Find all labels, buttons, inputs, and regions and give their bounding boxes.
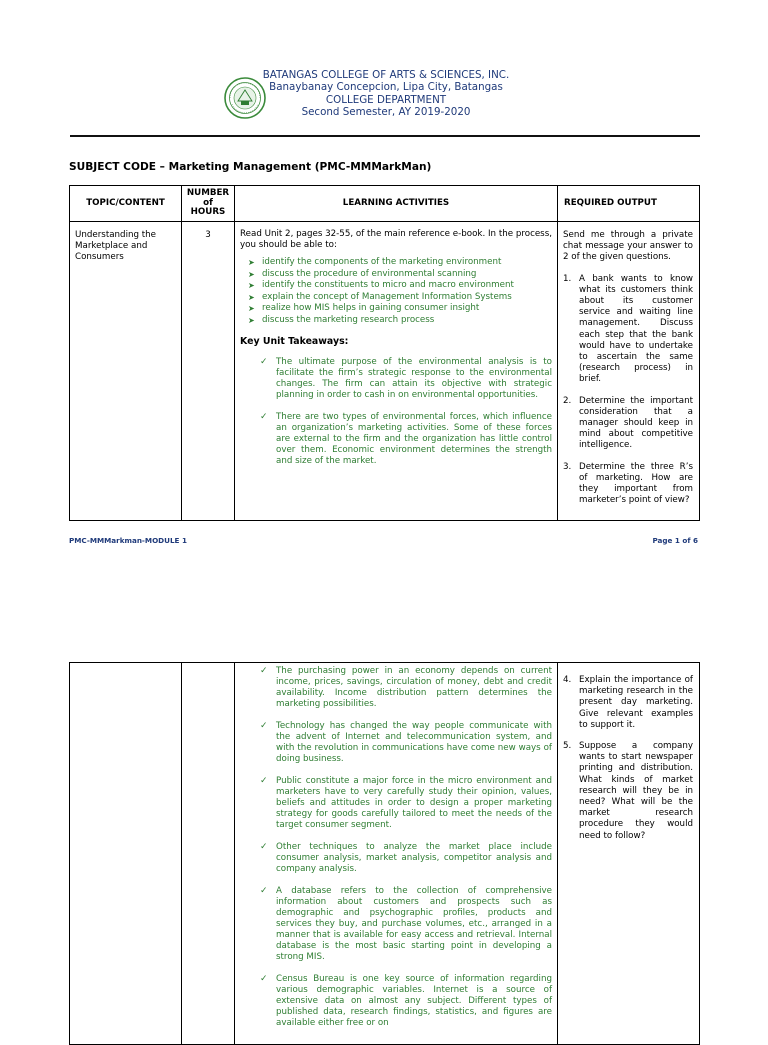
list-item: 4. Explain the importance of marketing research in the present day marketing. Give relevant examples to support it.: [563, 675, 693, 730]
arrow-bullet-icon: ➤: [248, 258, 255, 268]
list-item: ✓ Public constitute a major force in the micro environment and marketers have to very carefully study their opinion, values, beliefs and attitudes in order to design a proper marketing strategy for goods carefully tailored to meet the needs of the target consumer segment.: [260, 776, 552, 830]
list-item: ➤ discuss the procedure of environmental scanning: [248, 268, 477, 279]
hours-cell: [182, 663, 235, 1045]
objectives-list: [240, 257, 552, 326]
checkmark-icon: ✓: [260, 411, 268, 422]
list-item: ✓ Census Bureau is one key source of information regarding various demographic variables. Internet is a source of extensive data on almost any subject. Different types of published data, research findings, statistics, and figures are available either free or on: [260, 974, 552, 1028]
header-divider: [70, 135, 700, 137]
list-item: 5. Suppose a company wants to start newspaper printing and distribution. What kinds of market research will they be in need? What will be the market research procedure they would need to follow?: [563, 741, 693, 841]
checkmark-icon: ✓: [260, 666, 268, 676]
table-row: [70, 663, 700, 1045]
checkmark-icon: ✓: [260, 776, 268, 786]
list-item: ➤ discuss the marketing research process: [248, 314, 435, 325]
arrow-bullet-icon: ➤: [248, 292, 255, 302]
list-item: 1. A bank wants to know what its customers think about its customer service and waiting line management. Discuss each step that the bank would have to undertake to ascertain the same (research process) in brief.: [563, 273, 693, 385]
header-hours-line3: HOURS: [190, 207, 226, 218]
arrow-bullet-icon: ➤: [248, 304, 255, 314]
checkmark-icon: ✓: [260, 842, 268, 852]
arrow-bullet-icon: ➤: [248, 281, 255, 291]
questions-list: [563, 675, 693, 842]
checkmark-icon: ✓: [260, 886, 268, 896]
activities-intro: Read Unit 2, pages 32-55, of the main reference e-book. In the process, you should be able to:: [240, 229, 552, 251]
college-department: COLLEGE DEPARTMENT: [325, 93, 447, 106]
list-item: ✓ A database refers to the collection of comprehensive information about customers and prospects such as demographic and psychographic profiles, products and services they buy, and purchase volumes, etc., arranged in a manner that is available for easy access and retrieval. Internal database is the most basic starting point in developing a strong MIS.: [260, 886, 552, 962]
arrow-bullet-icon: ➤: [248, 269, 255, 279]
takeaways-list: [240, 666, 552, 1029]
checkmark-icon: ✓: [260, 356, 268, 367]
list-item: ➤ identify the components of the marketing environment: [248, 257, 502, 268]
subject-title: SUBJECT CODE – Marketing Management (PMC-MMMarkMan): [69, 161, 432, 173]
college-name: BATANGAS COLLEGE OF ARTS & SCIENCES, INC.: [262, 69, 510, 81]
list-item: ✓ There are two types of environmental forces, which influence an organization’s marketing activities. Some of these forces are external to the firm and the organization has little control over them. Economic environment determines the strength and size of the market.: [260, 411, 552, 466]
header-hours: [182, 186, 235, 222]
list-item: 3. Determine the three R’s of marketing. How are they important from marketer’s point of view?: [563, 461, 693, 506]
module-table: [69, 185, 700, 521]
footer-page-number: Page 1 of 6: [652, 536, 698, 545]
topic-cell: Understanding the Marketplace and Consumers: [70, 222, 182, 521]
list-item: ➤ realize how MIS helps in gaining consumer insight: [248, 303, 480, 314]
checkmark-icon: ✓: [260, 974, 268, 984]
table-header-row: [70, 186, 700, 222]
semester-label: Second Semester, AY 2019-2020: [301, 106, 471, 119]
activities-cell: [235, 222, 558, 521]
checkmark-icon: ✓: [260, 721, 268, 731]
list-item: ➤ identify the constituents to micro and macro environment: [248, 280, 514, 291]
header-activities: LEARNING ACTIVITIES: [235, 186, 558, 222]
header-hours-line2: of: [203, 197, 213, 208]
arrow-bullet-icon: ➤: [248, 315, 255, 325]
list-item: ✓ Other techniques to analyze the market place include consumer analysis, market analysis, competitor analysis and company analysis.: [260, 842, 552, 874]
list-item: ✓ Technology has changed the way people communicate with the advent of Internet and telecommunication system, and with the revolution in communications have come new ways of doing business.: [260, 721, 552, 764]
table-row: [70, 222, 700, 521]
college-header: [256, 69, 516, 119]
takeaways-list: [240, 357, 552, 467]
output-intro: Send me through a private chat message your answer to 2 of the given questions.: [563, 230, 693, 263]
questions-list: [563, 274, 693, 507]
header-topic: TOPIC/CONTENT: [70, 186, 182, 222]
college-address: Banaybanay Concepcion, Lipa City, Batangas: [269, 81, 503, 94]
list-item: ✓ The purchasing power in an economy depends on current income, prices, savings, circulation of money, debt and credit availability. Income distribution pattern determines the marketing possibilities.: [260, 666, 552, 709]
list-item: ✓ The ultimate purpose of the environmental analysis is to facilitate the firm’s strategic response to the environmental changes. The firm can attain its objective with strategic planning in order to cash in on environmental opportunities.: [260, 356, 552, 400]
output-cell: [558, 222, 700, 521]
activities-cell: [235, 663, 558, 1045]
hours-cell: 3: [182, 222, 235, 521]
takeaways-title: Key Unit Takeaways:: [240, 336, 349, 348]
header-output: REQUIRED OUTPUT: [558, 186, 700, 222]
footer-module-code: PMC-MMMarkman-MODULE 1: [69, 536, 187, 545]
header-hours-line1: NUMBER: [186, 187, 230, 198]
output-cell: [558, 663, 700, 1045]
topic-cell: [70, 663, 182, 1045]
list-item: ➤ explain the concept of Management Information Systems: [248, 291, 512, 302]
list-item: 2. Determine the important consideration that a manager should keep in mind about competitive intelligence.: [563, 395, 693, 451]
module-table-continued: [69, 662, 700, 1045]
